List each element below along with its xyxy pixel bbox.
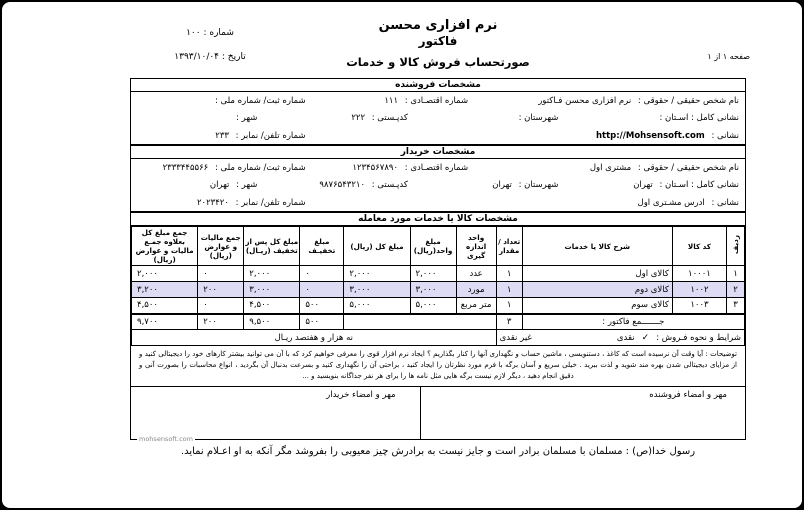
col-row-number-label: ردیف — [730, 235, 740, 255]
seller-row-contact — [131, 127, 745, 144]
items-section-title: مشخصات کالا یا خدمات مورد معامله — [131, 213, 745, 226]
item-1-after-discount: ۲,۰۰۰ — [244, 266, 300, 282]
terms-label: شرایط و نحوه فـروش : — [656, 332, 741, 343]
item-2-code: ۱۰۰۲ — [672, 282, 726, 298]
item-1-grand-total: ۲,۰۰۰ — [132, 266, 198, 282]
seller-section — [131, 79, 745, 146]
buyer-signature-box — [131, 387, 420, 439]
item-1-quantity: ۱ — [496, 266, 522, 282]
buyer-phone-label: شماره تلفن/ نمابر : — [235, 197, 306, 208]
seller-phone — [137, 131, 306, 141]
item-2-after-discount: ۳,۰۰۰ — [244, 282, 300, 298]
col-description: شرح کالا یا خدمات — [522, 227, 672, 266]
buyer-phone-value: ۲۰۲۳۴۲۰ — [196, 197, 229, 208]
summary-label: جـــــــمع فاکتور : — [522, 314, 744, 330]
watermark-text: mohsensoft.com — [139, 435, 193, 443]
terms-row — [132, 330, 745, 346]
item-3-unit-price: ۵,۰۰۰ — [410, 298, 456, 314]
col-total: مبلغ کل (ریال) — [344, 227, 410, 266]
buyer-province-value: تهران — [633, 180, 653, 190]
summary-discount: ۵۰۰ — [300, 314, 344, 330]
items-table — [131, 226, 745, 346]
item-row — [132, 298, 745, 314]
item-1-code: ۱۰۰۰۱ — [672, 266, 726, 282]
item-3-grand-total: ۴,۵۰۰ — [132, 298, 198, 314]
item-2-discount: ۰ — [300, 282, 344, 298]
item-1-description: کالای اول — [522, 266, 672, 282]
buyer-address — [306, 198, 739, 208]
buyer-name-label: نام شخص حقیقی / حقوقی : — [637, 162, 739, 173]
seller-economic-code — [306, 96, 469, 106]
buyer-county-value: تهران — [492, 180, 512, 190]
seller-address-label: نشانی : — [711, 130, 739, 141]
item-3-unit: متر مربع — [456, 298, 496, 314]
item-2-row-number: ۲ — [726, 282, 744, 298]
item-2-description: کالای دوم — [522, 282, 672, 298]
check-icon: ✓ — [641, 332, 650, 343]
invoice-page — [2, 2, 802, 508]
item-1-total: ۲,۰۰۰ — [344, 266, 410, 282]
seller-economic-code-value: ۱۱۱ — [384, 95, 399, 106]
seller-county — [408, 113, 559, 123]
invoice-date: تاریخ : ۱۳۹۳/۱۰/۰۴ — [174, 52, 246, 62]
payment-terms-cell — [496, 330, 744, 346]
invoice-body — [130, 78, 746, 443]
buyer-county-label: شهرستان : — [518, 180, 559, 190]
item-3-discount: ۵۰۰ — [300, 298, 344, 314]
item-3-total: ۵,۰۰۰ — [344, 298, 410, 314]
seller-province — [558, 113, 739, 123]
buyer-county — [408, 180, 559, 190]
buyer-registration — [137, 163, 306, 173]
seller-name-label: نام شخص حقیقی / حقوقی : — [637, 95, 739, 106]
buyer-registration-label: شماره ثبت/ شماره ملی : — [214, 162, 306, 173]
summary-quantity: ۳ — [496, 314, 522, 330]
seller-postal-code — [257, 113, 408, 123]
item-1-discount: ۰ — [300, 266, 344, 282]
item-2-quantity: ۱ — [496, 282, 522, 298]
seller-postal-code-label: کدپـستی : — [371, 113, 408, 123]
buyer-economic-code-label: شماره اقتصـادی : — [404, 162, 469, 173]
seller-county-label: شهرستان : — [518, 113, 559, 123]
items-section — [131, 213, 745, 346]
buyer-row-identity — [131, 159, 745, 176]
seller-province-label: نشانی کامل : اسـتان : — [659, 113, 739, 123]
items-header-row — [132, 227, 745, 266]
footer-quote: رسول خدا(ص) : مسلمان با مسلمان برادر است و جایز نیست به برادرش چیز معیوبی را بفروشد مگر آنکه به او اعـلام نماید. — [180, 446, 696, 457]
seller-signature-label: مهر و امضاء فروشنده — [649, 390, 727, 400]
seller-row-address — [131, 109, 745, 127]
col-grand-total: جمع مبلغ کل بعلاوه جمـع مالیات و عوارض (ریال) — [132, 227, 198, 266]
seller-signature-box — [420, 387, 745, 439]
col-row-number — [726, 227, 744, 266]
seller-phone-value: ۲۳۳ — [215, 130, 229, 141]
buyer-postal-code-value: ۹۸۷۶۵۴۳۲۱۰ — [319, 180, 366, 190]
col-total-after-discount: مبلغ کل پس از تخفیف (ریـال) — [244, 227, 300, 266]
invoice-summary-row — [132, 314, 745, 330]
document-type: فاکتور — [418, 34, 458, 48]
buyer-postal-code — [257, 180, 408, 190]
col-quantity: تعداد / مقدار — [496, 227, 522, 266]
buyer-postal-code-label: کدپـستی : — [371, 180, 408, 190]
buyer-row-address — [131, 176, 745, 194]
summary-grand-total: ۹,۷۰۰ — [132, 314, 198, 330]
item-2-unit: مورد — [456, 282, 496, 298]
buyer-name-value: مشتری اول — [589, 162, 632, 173]
seller-city-label: شهر : — [236, 113, 258, 123]
buyer-row-contact — [131, 194, 745, 211]
item-3-code: ۱۰۰۳ — [672, 298, 726, 314]
company-name: نرم افزاری محسن — [378, 18, 498, 33]
buyer-economic-code-value: ۱۲۳۴۵۶۷۸۹۰ — [352, 162, 399, 173]
signatures-section — [131, 387, 745, 443]
seller-postal-code-value: ۲۲۲ — [351, 113, 366, 123]
notes-paragraph: توضیحات : آیا وقت آن نرسیده است که کاغذ ، دستنویسی ، ماشین حساب و نگهداری آنها را کنار بگذاریم ؟ ایجاد نرم افزار قوی را معرفی خواهیم کرد که با آن می توانید بیشتر کارهای خود را دیجیتالی کنید و از مزایای دیجیتالی شدن بهره مند شوید و لذت ببرید . خیلی سریع و آسان برگه با فرم مورد نظرتان را ایجاد کنید ، براحتی آن را نگهداری کنید و بسرعت بدنبال آن بگردید ، انواع محاسبات را بصورت آنی و دقیق انجام دهید ، دیگر لازم نیست برگه هایی مثل نامه ها را برای هر نفر جداگانه بنویسید و ... — [131, 346, 745, 387]
item-2-tax: ۲۰۰ — [198, 282, 244, 298]
item-3-quantity: ۱ — [496, 298, 522, 314]
seller-website-link: http://Mohsensoft.com — [596, 130, 705, 141]
item-2-unit-price: ۳,۰۰۰ — [410, 282, 456, 298]
item-3-tax: ۰ — [198, 298, 244, 314]
buyer-province-label: نشانی کامل : اسـتان : — [659, 180, 739, 190]
item-1-unit: عدد — [456, 266, 496, 282]
document-title: صورتحساب فروش کالا و خدمات — [346, 55, 530, 69]
buyer-economic-code — [306, 163, 469, 173]
seller-registration — [137, 96, 306, 106]
seller-name-value: نرم افزاری محسن فـاکتور — [538, 95, 632, 106]
col-product-code: کد کالا — [672, 227, 726, 266]
item-row-highlighted — [132, 282, 745, 298]
buyer-city-label: شهر : — [236, 180, 258, 190]
seller-city — [137, 113, 257, 123]
amount-in-words: نه هزار و هفتصد ریـال — [132, 330, 497, 346]
buyer-signature-label: مهر و امضاء خریدار — [326, 390, 396, 400]
item-1-tax: ۰ — [198, 266, 244, 282]
seller-address — [306, 131, 739, 141]
page-number: صفحه ۱ از ۱ — [707, 52, 750, 61]
buyer-phone — [137, 198, 306, 208]
seller-economic-code-label: شماره اقتصـادی : — [404, 95, 469, 106]
col-discount: مبلغ تخفیـف — [300, 227, 344, 266]
buyer-city — [137, 180, 257, 190]
cash-option-label: نقدی — [616, 332, 635, 343]
col-unit: واحد اندازه گیری — [456, 227, 496, 266]
buyer-address-label: نشانی : — [711, 197, 739, 208]
item-1-row-number: ۱ — [726, 266, 744, 282]
summary-empty-cell — [344, 314, 496, 330]
credit-option-label: غیر نقدی — [499, 332, 532, 343]
invoice-number: شماره : ۱۰۰ — [186, 28, 234, 38]
col-tax: جمع مالیات و عوارض (ریال) — [198, 227, 244, 266]
seller-phone-label: شماره تلفن/ نمابر : — [235, 130, 306, 141]
col-unit-price: مبلغ واحد(ریال) — [410, 227, 456, 266]
seller-row-identity — [131, 92, 745, 109]
buyer-province — [558, 180, 739, 190]
buyer-city-value: تهران — [209, 180, 230, 190]
seller-section-title: مشخصات فروشنده — [131, 79, 745, 92]
item-2-grand-total: ۳,۲۰۰ — [132, 282, 198, 298]
item-3-row-number: ۳ — [726, 298, 744, 314]
buyer-registration-value: ۲۳۳۳۴۴۵۵۶۶ — [162, 162, 209, 173]
item-2-total: ۳,۰۰۰ — [344, 282, 410, 298]
item-3-after-discount: ۴,۵۰۰ — [244, 298, 300, 314]
item-3-description: کالای سوم — [522, 298, 672, 314]
item-row — [132, 266, 745, 282]
buyer-section — [131, 146, 745, 213]
buyer-section-title: مشخصات خریدار — [131, 146, 745, 159]
summary-after-discount: ۹,۵۰۰ — [244, 314, 300, 330]
buyer-address-value: آدرس مشـتری اول — [637, 197, 705, 208]
seller-name — [468, 96, 739, 106]
summary-tax: ۲۰۰ — [198, 314, 244, 330]
seller-registration-label: شماره ثبت/ شماره ملی : — [214, 95, 306, 106]
buyer-name — [468, 163, 739, 173]
item-1-unit-price: ۲,۰۰۰ — [410, 266, 456, 282]
